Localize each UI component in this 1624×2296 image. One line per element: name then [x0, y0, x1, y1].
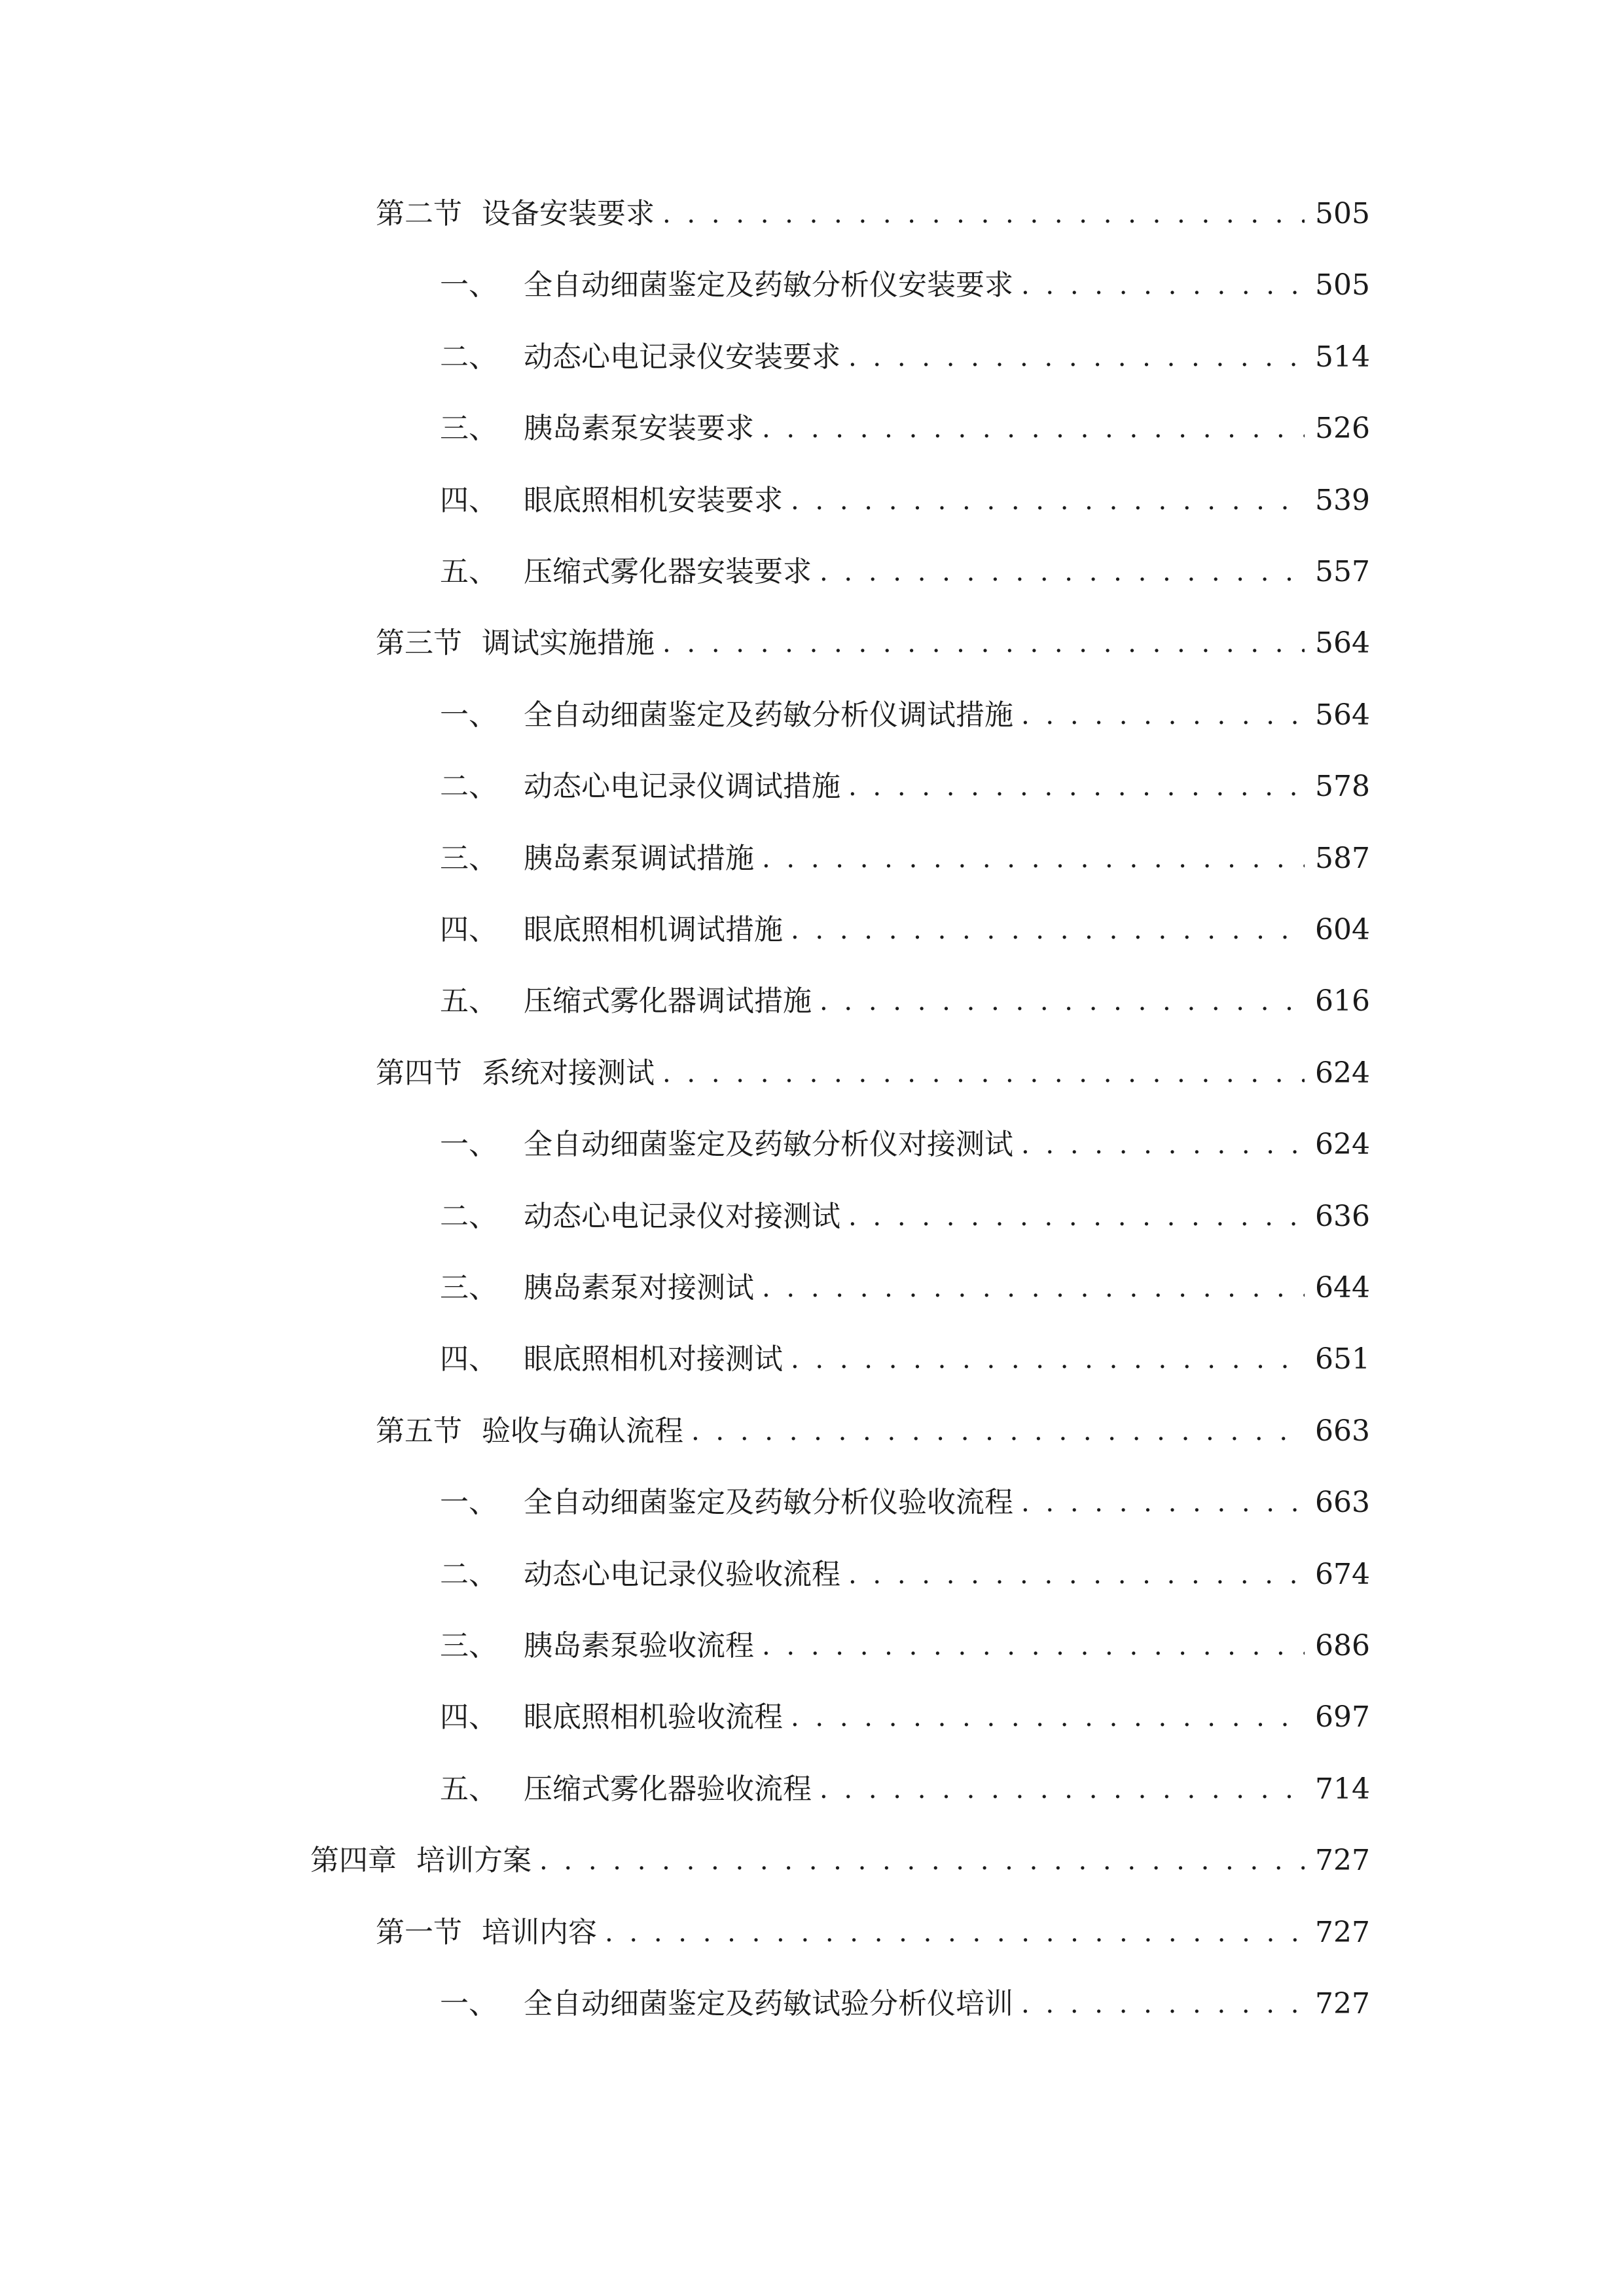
toc-dot-leader	[662, 620, 1305, 666]
toc-dot-leader	[762, 406, 1305, 452]
toc-entry-number: 五、	[440, 555, 497, 588]
toc-entry-number: 四、	[440, 1342, 497, 1376]
toc-entry[interactable]	[440, 1552, 1370, 1598]
toc-entry[interactable]	[440, 1265, 1370, 1311]
toc-entry-page-number: 624	[1315, 1128, 1370, 1162]
toc-entry-number: 三、	[440, 1271, 497, 1304]
toc-entry[interactable]	[440, 1767, 1370, 1812]
toc-entry-title: 胰岛素泵对接测试	[524, 1271, 754, 1304]
toc-entry[interactable]	[376, 1910, 1370, 1956]
toc-entry-number: 第二节	[376, 197, 462, 230]
toc-entry-number: 第四章	[310, 1844, 397, 1878]
toc-entry-number: 四、	[440, 913, 497, 946]
toc-dot-leader	[820, 1767, 1305, 1812]
toc-entry-page-number: 727	[1315, 1915, 1370, 1949]
toc-entry-page-number: 714	[1315, 1772, 1370, 1806]
toc-entry[interactable]	[440, 1480, 1370, 1526]
toc-entry-number: 一、	[440, 1486, 497, 1520]
toc-dot-leader	[662, 191, 1305, 237]
toc-entry[interactable]	[440, 692, 1370, 738]
toc-entry-number: 二、	[440, 1557, 497, 1591]
toc-entry[interactable]	[440, 406, 1370, 452]
toc-entry-page-number: 557	[1315, 555, 1370, 588]
toc-entry-page-number: 663	[1315, 1486, 1370, 1520]
toc-entry[interactable]	[376, 191, 1370, 237]
toc-dot-leader	[1021, 1480, 1305, 1526]
toc-dot-leader	[848, 764, 1305, 810]
toc-dot-leader	[691, 1408, 1305, 1454]
toc-entry-number: 二、	[440, 340, 497, 374]
toc-dot-leader	[791, 1336, 1305, 1382]
toc-entry-title: 培训方案	[416, 1844, 532, 1878]
toc-entry-number: 一、	[440, 698, 497, 732]
toc-dot-leader	[1021, 692, 1305, 738]
toc-entry-title: 全自动细菌鉴定及药敏试验分析仪培训	[524, 1987, 1013, 2020]
toc-entry-title: 全自动细菌鉴定及药敏分析仪安装要求	[524, 268, 1013, 302]
toc-entry-page-number: 505	[1315, 268, 1370, 302]
toc-entry[interactable]	[440, 549, 1370, 595]
toc-entry-page-number: 663	[1315, 1414, 1370, 1448]
toc-entry-title: 压缩式雾化器安装要求	[524, 555, 812, 588]
toc-entry-number: 五、	[440, 1772, 497, 1806]
toc-entry-title: 系统对接测试	[482, 1056, 655, 1090]
toc-entry-page-number: 587	[1315, 841, 1370, 875]
toc-entry-title: 动态心电记录仪对接测试	[524, 1199, 840, 1233]
toc-entry-title: 动态心电记录仪安装要求	[524, 340, 840, 374]
toc-entry-page-number: 727	[1315, 1844, 1370, 1878]
toc-dot-leader	[762, 1623, 1305, 1669]
toc-entry[interactable]	[440, 1981, 1370, 2027]
toc-dot-leader	[820, 978, 1305, 1024]
toc-entry[interactable]	[440, 1695, 1370, 1740]
toc-entry-number: 三、	[440, 1629, 497, 1662]
toc-entry-title: 眼底照相机调试措施	[524, 913, 783, 946]
toc-dot-leader	[791, 907, 1305, 953]
toc-entry-page-number: 674	[1315, 1557, 1370, 1591]
toc-dot-leader	[848, 1194, 1305, 1240]
toc-entry[interactable]	[376, 620, 1370, 666]
toc-entry-title: 眼底照相机验收流程	[524, 1700, 783, 1734]
toc-dot-leader	[848, 334, 1305, 380]
toc-entry-title: 胰岛素泵安装要求	[524, 412, 754, 446]
toc-entry-number: 一、	[440, 1128, 497, 1162]
toc-entry-page-number: 526	[1315, 412, 1370, 446]
toc-entry-page-number: 564	[1315, 698, 1370, 732]
toc-entry-number: 第一节	[376, 1915, 462, 1949]
toc-entry[interactable]	[440, 1623, 1370, 1669]
toc-entry[interactable]	[440, 334, 1370, 380]
toc-entry[interactable]	[440, 907, 1370, 953]
toc-entry-title: 全自动细菌鉴定及药敏分析仪对接测试	[524, 1128, 1013, 1162]
toc-entry-page-number: 697	[1315, 1700, 1370, 1734]
toc-entry[interactable]	[440, 1122, 1370, 1168]
toc-dot-leader	[1021, 1981, 1305, 2027]
toc-entry-number: 二、	[440, 770, 497, 804]
toc-entry-page-number: 727	[1315, 1987, 1370, 2020]
toc-entry[interactable]	[440, 478, 1370, 524]
toc-entry-page-number: 505	[1315, 197, 1370, 230]
toc-entry-page-number: 686	[1315, 1629, 1370, 1662]
toc-entry-page-number: 624	[1315, 1056, 1370, 1090]
toc-dot-leader	[605, 1910, 1305, 1956]
toc-entry-title: 动态心电记录仪验收流程	[524, 1557, 840, 1591]
toc-entry-number: 三、	[440, 841, 497, 875]
toc-entry[interactable]	[376, 1050, 1370, 1096]
toc-dot-leader	[820, 549, 1305, 595]
toc-entry-title: 全自动细菌鉴定及药敏分析仪验收流程	[524, 1486, 1013, 1520]
toc-entry-number: 第四节	[376, 1056, 462, 1090]
toc-entry[interactable]	[440, 764, 1370, 810]
toc-entry-page-number: 514	[1315, 340, 1370, 374]
toc-entry[interactable]	[440, 836, 1370, 882]
toc-entry[interactable]	[440, 1336, 1370, 1382]
toc-entry-title: 胰岛素泵验收流程	[524, 1629, 754, 1662]
toc-entry-title: 动态心电记录仪调试措施	[524, 770, 840, 804]
toc-entry-number: 四、	[440, 1700, 497, 1734]
toc-entry-title: 压缩式雾化器调试措施	[524, 984, 812, 1018]
toc-entry-number: 一、	[440, 268, 497, 302]
toc-dot-leader	[762, 1265, 1305, 1311]
toc-dot-leader	[539, 1838, 1305, 1884]
toc-entry-number: 四、	[440, 483, 497, 517]
toc-entry-number: 五、	[440, 984, 497, 1018]
toc-dot-leader	[1021, 262, 1305, 308]
toc-entry-page-number: 644	[1315, 1271, 1370, 1304]
toc-entry-number: 第三节	[376, 626, 462, 660]
toc-entry[interactable]	[310, 1838, 1370, 1884]
toc-entry-title: 压缩式雾化器验收流程	[524, 1772, 812, 1806]
toc-dot-leader	[791, 478, 1305, 524]
toc-entry-title: 胰岛素泵调试措施	[524, 841, 754, 875]
toc-entry-page-number: 564	[1315, 626, 1370, 660]
toc-dot-leader	[662, 1050, 1305, 1096]
toc-entry[interactable]	[440, 1194, 1370, 1240]
toc-dot-leader	[791, 1695, 1305, 1740]
toc-entry-page-number: 578	[1315, 770, 1370, 804]
toc-entry-page-number: 616	[1315, 984, 1370, 1018]
toc-entry-page-number: 651	[1315, 1342, 1370, 1376]
toc-entry-title: 调试实施措施	[482, 626, 655, 660]
toc-entry[interactable]	[440, 978, 1370, 1024]
toc-entry-title: 培训内容	[482, 1915, 597, 1949]
toc-entry-page-number: 539	[1315, 483, 1370, 517]
toc-entry-title: 全自动细菌鉴定及药敏分析仪调试措施	[524, 698, 1013, 732]
toc-dot-leader	[1021, 1122, 1305, 1168]
toc-entry-number: 第五节	[376, 1414, 462, 1448]
toc-dot-leader	[848, 1552, 1305, 1598]
toc-entry[interactable]	[440, 262, 1370, 308]
toc-entry-number: 三、	[440, 412, 497, 446]
toc-dot-leader	[762, 836, 1305, 882]
toc-entry-number: 一、	[440, 1987, 497, 2020]
toc-entry-title: 眼底照相机对接测试	[524, 1342, 783, 1376]
toc-entry-page-number: 636	[1315, 1199, 1370, 1233]
toc-entry-title: 眼底照相机安装要求	[524, 483, 783, 517]
toc-entry-page-number: 604	[1315, 913, 1370, 946]
toc-entry[interactable]	[376, 1408, 1370, 1454]
toc-entry-title: 验收与确认流程	[482, 1414, 683, 1448]
toc-entry-number: 二、	[440, 1199, 497, 1233]
toc-entry-title: 设备安装要求	[482, 197, 655, 230]
